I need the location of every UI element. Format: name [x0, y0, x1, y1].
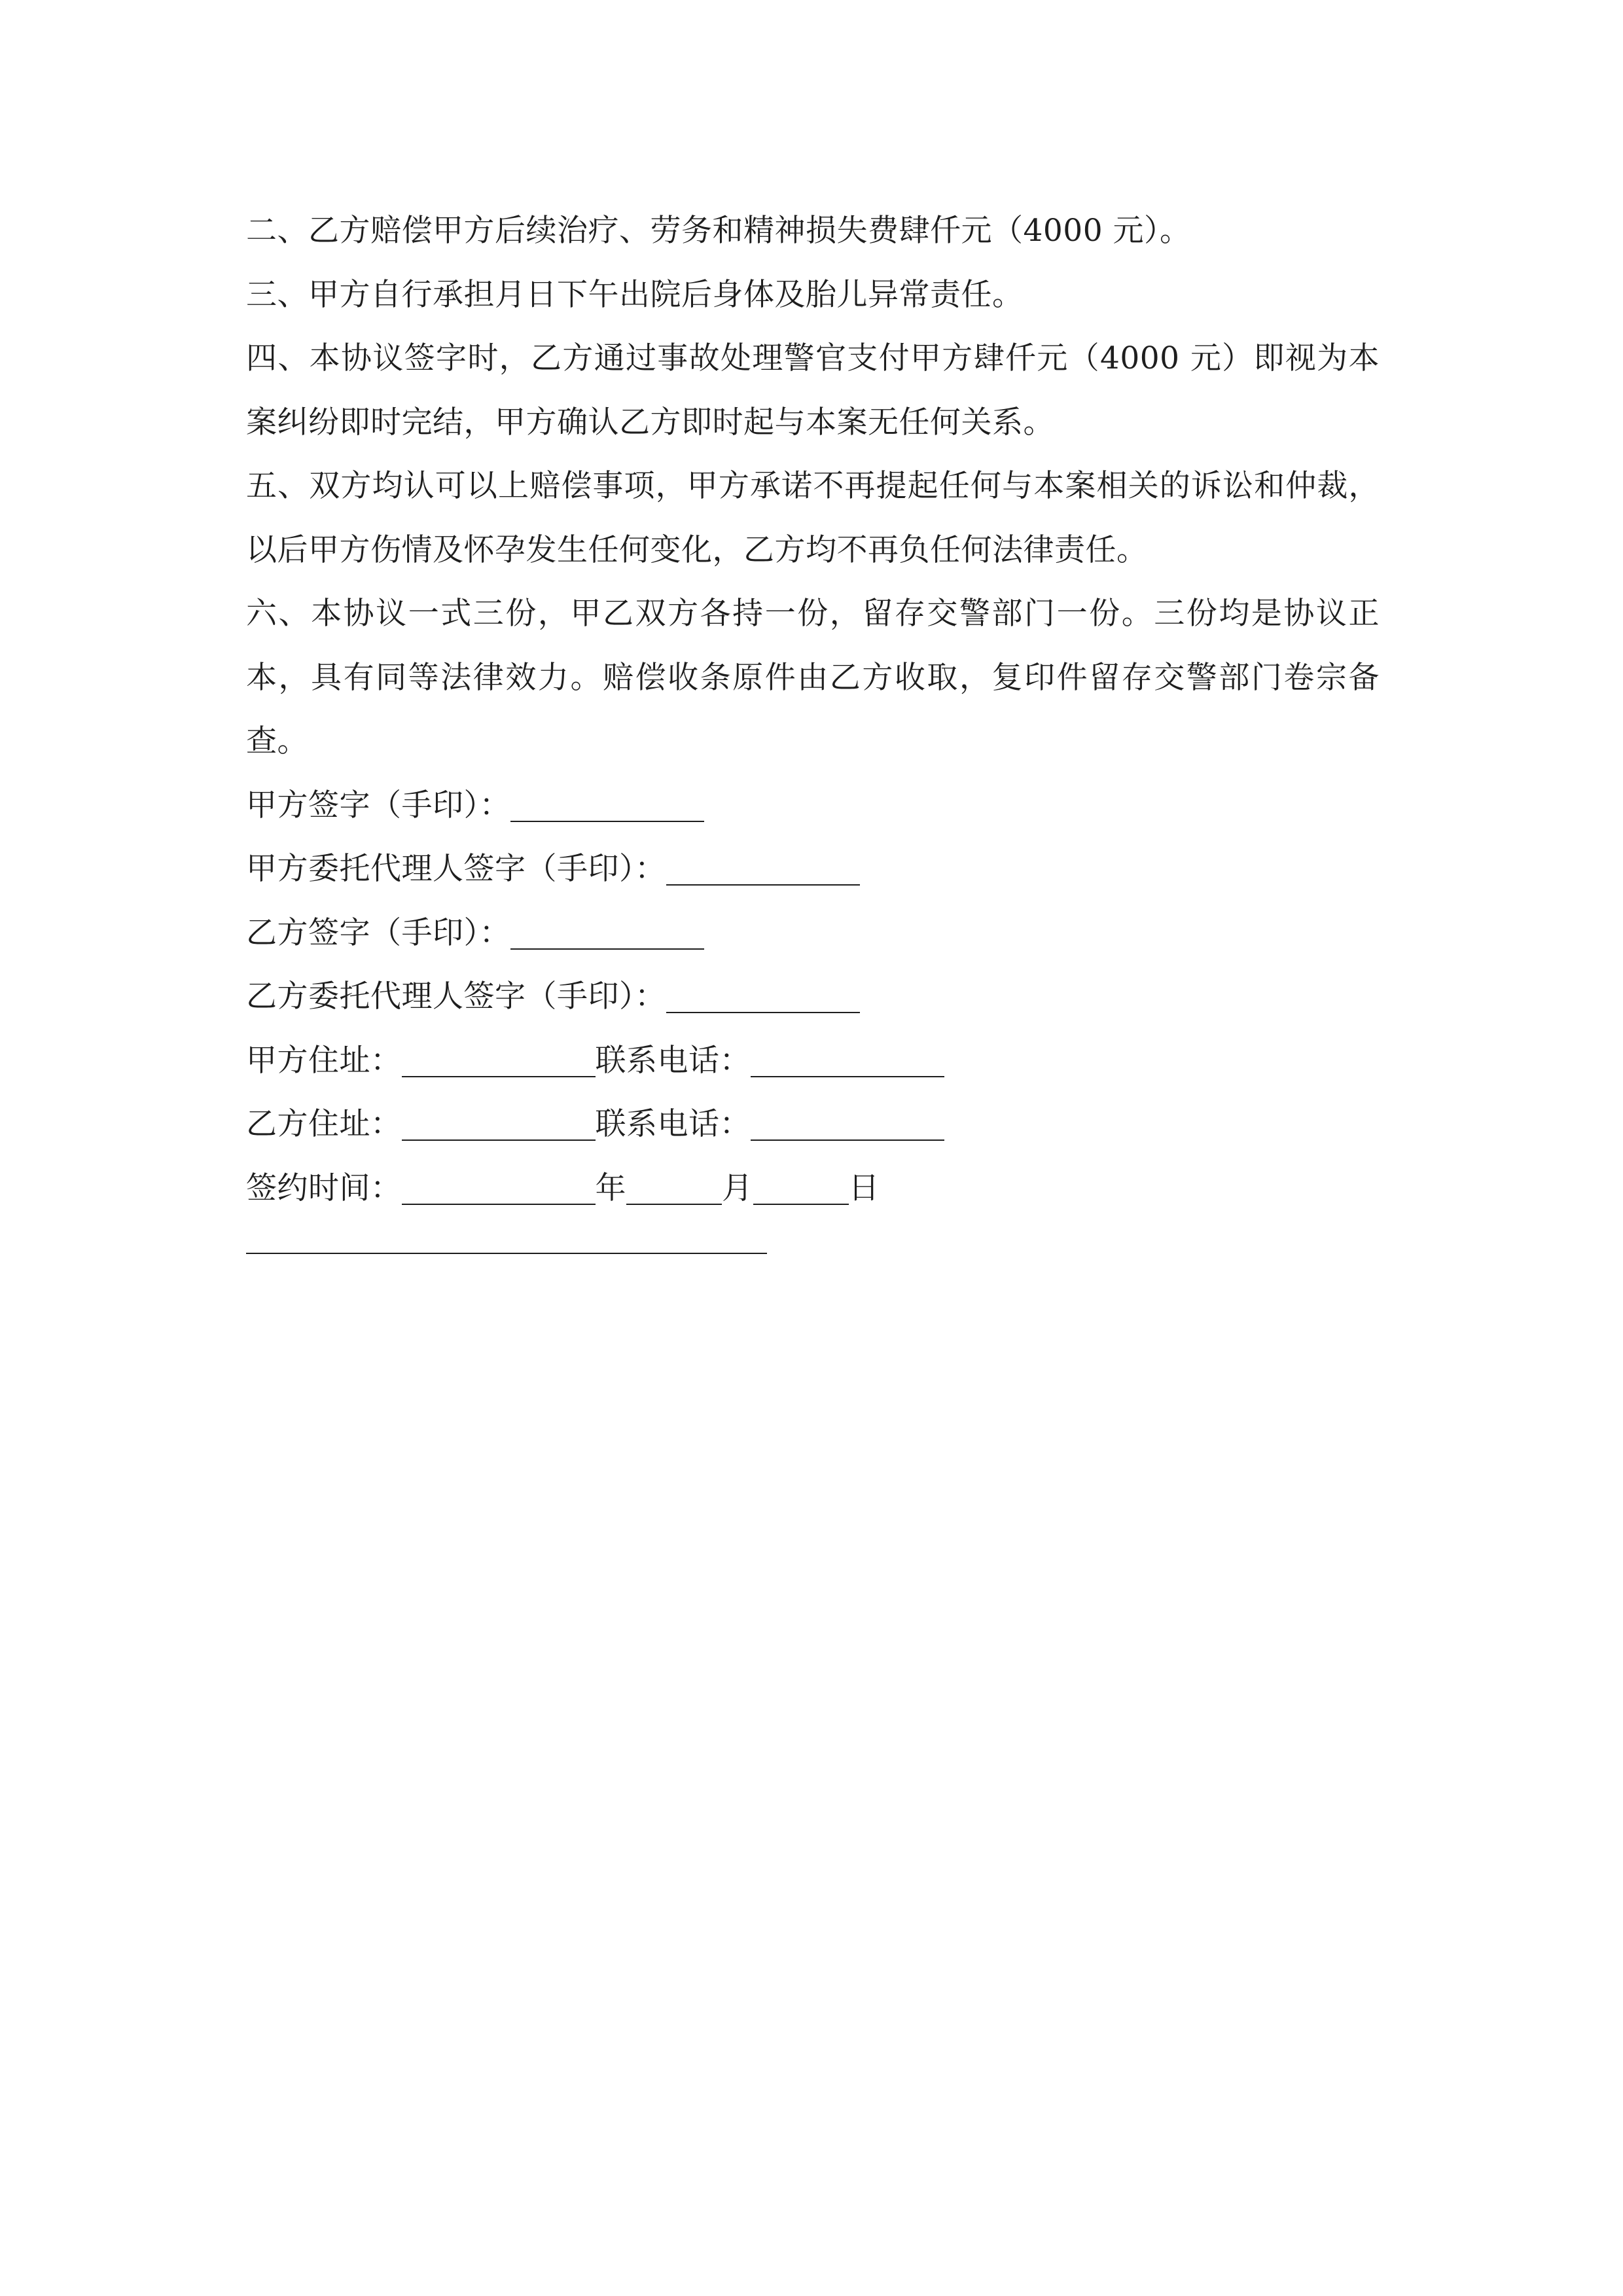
month-label: 月 — [722, 1170, 753, 1206]
party-a-agent-signature-line — [246, 837, 1380, 901]
party-b-address-label: 乙方住址： — [246, 1106, 402, 1142]
signing-month-blank[interactable] — [626, 1204, 722, 1205]
party-a-phone-label: 联系电话： — [595, 1042, 751, 1079]
party-b-address-blank[interactable] — [402, 1139, 596, 1141]
signing-time-line — [246, 1157, 1380, 1221]
party-a-signature-line — [246, 774, 1380, 838]
signing-day-blank[interactable] — [753, 1204, 849, 1205]
party-a-address-blank[interactable] — [402, 1076, 596, 1077]
party-a-address-label: 甲方住址： — [246, 1042, 402, 1079]
party-b-signature-blank[interactable] — [510, 948, 704, 950]
party-a-signature-label: 甲方签字（手印）： — [246, 787, 510, 823]
clause-4: 四、本协议签字时，乙方通过事故处理警官支付甲方肆仟元（4000 元）即视为本案纠纷即时完结，甲方确认乙方即时起与本案无任何关系。 — [246, 340, 1380, 440]
day-label: 日 — [848, 1170, 880, 1206]
party-b-phone-label: 联系电话： — [595, 1106, 751, 1142]
party-a-phone-blank[interactable] — [751, 1076, 944, 1077]
party-b-agent-signature-blank[interactable] — [666, 1012, 860, 1013]
party-b-agent-signature-line — [246, 965, 1380, 1029]
agreement-body — [246, 199, 1380, 1254]
end-divider — [246, 1253, 767, 1254]
party-a-signature-blank[interactable] — [510, 821, 704, 822]
year-label: 年 — [595, 1170, 626, 1206]
party-a-agent-signature-label: 甲方委托代理人签字（手印）： — [246, 851, 666, 887]
signing-time-label: 签约时间： — [246, 1170, 402, 1206]
clause-5: 五、双方均认可以上赔偿事项，甲方承诺不再提起任何与本案相关的诉讼和仲裁，以后甲方伤情及怀孕发生任何变化，乙方均不再负任何法律责任。 — [246, 468, 1380, 568]
party-b-address-line — [246, 1092, 1380, 1157]
party-b-agent-signature-label: 乙方委托代理人签字（手印）： — [246, 978, 666, 1014]
clause-3: 三、甲方自行承担月日下午出院后身体及胎儿异常责任。 — [246, 276, 1024, 313]
party-b-signature-line — [246, 901, 1380, 965]
clause-6: 六、本协议一式三份，甲乙双方各持一份，留存交警部门一份。三份均是协议正本，具有同等法律效力。赔偿收条原件由乙方收取，复印件留存交警部门卷宗备查。 — [246, 596, 1380, 759]
party-b-phone-blank[interactable] — [751, 1139, 944, 1141]
party-a-address-line — [246, 1029, 1380, 1093]
signing-year-blank[interactable] — [402, 1204, 596, 1205]
party-b-signature-label: 乙方签字（手印）： — [246, 914, 510, 951]
clause-2: 二、乙方赔偿甲方后续治疗、劳务和精神损失费肆仟元（4000 元）。 — [246, 213, 1191, 249]
party-a-agent-signature-blank[interactable] — [666, 884, 860, 886]
